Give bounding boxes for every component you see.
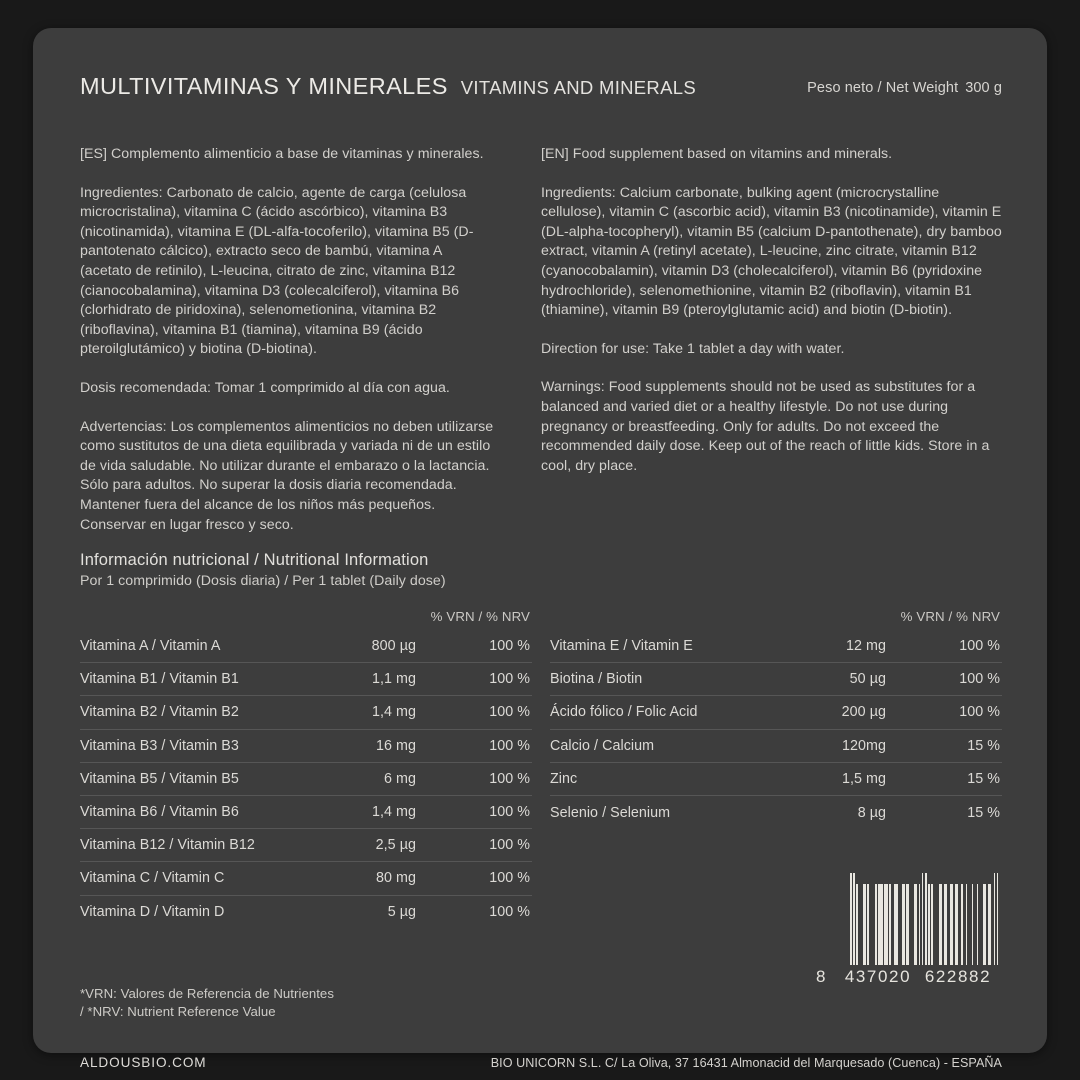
nutrient-nrv-percent: 100 % [959, 704, 1000, 721]
nutrient-nrv-percent: 15 % [967, 804, 1000, 821]
nutrient-name: Ácido fólico / Folic Acid [550, 704, 698, 721]
nrv-header-right: % VRN / % NRV [900, 609, 1000, 624]
nutrient-nrv-percent: 100 % [959, 638, 1000, 655]
nutrient-name: Vitamina B3 / Vitamin B3 [80, 737, 239, 754]
nutrition-rows-right [550, 630, 1002, 829]
nutrient-nrv-percent: 100 % [489, 804, 530, 821]
english-column [541, 145, 1002, 535]
label-footer [80, 1055, 1002, 1070]
description-columns [80, 145, 1002, 535]
spanish-ingredients: Ingredientes: Carbonato de calcio, agente de carga (celulosa microcristalina), vitamina C (ácido ascórbico), vitamina B3 (nicotinamida), vitamina E (DL-alfa-tocoferilo), vitamina B5 (D-pantotenato cálcico), extracto seco de bambú, vitamina A (acetato de retinilo), L-leucina, citrato de zinc, vitamina B12 (cianocobalamina), vitamina D3 (colecalciferol), vitamina B6 (clorhidrato de piridoxina), selenometionina, vitamina B2 (riboflavina), vitamina B1 (tiamina), vitamina B9 (ácido pteroilglutámico) y biotina (D-biotina). [80, 184, 474, 358]
nutrition-row [550, 630, 1002, 663]
net-weight [807, 80, 1002, 96]
spanish-intro: [ES] Complemento alimenticio a base de vitaminas y minerales. [80, 146, 484, 162]
spanish-warnings: Advertencias: Los complementos alimenticios no deben utilizarse como sustitutos de una dieta equilibrada y variada ni de un estilo de vida saludable. No utilizar durante el embarazo o la lactancia. Sólo para adultos. No superar la dosis diaria recomendada. Mantener fuera del alcance de los niños más pequeños. Conservar en lugar fresco y seco. [80, 418, 494, 533]
nutrition-table-left [80, 609, 532, 929]
nutrient-nrv-percent: 100 % [489, 704, 530, 721]
nutrient-name: Vitamina B2 / Vitamin B2 [80, 704, 239, 721]
english-ingredients: Ingredients: Calcium carbonate, bulking agent (microcrystalline cellulose), vitamin C (ascorbic acid), vitamin B3 (nicotinamide), vitamin E (DL-alpha-tocopheryl), vitamin B5 (calcium D-pantothenate), dry bamboo extract, vitamin A (retinyl acetate), L-leucine, zinc citrate, vitamin B12 (cyanocobalamin), vitamin D3 (cholecalciferol), vitamin B6 (pyridoxine hydrochloride), selenomethionine, vitamin B2 (riboflavin), vitamin B1 (thiamine), vitamin B9 (pteroylglutamic acid) and biotin (D-biotin). [541, 184, 1002, 319]
nrv-footnote-line2: / *NRV: Nutrient Reference Value [80, 1004, 276, 1020]
brand-website[interactable]: ALDOUSBIO.COM [80, 1055, 207, 1070]
nutrient-amount: 1,4 mg [371, 804, 416, 821]
barcode [816, 873, 998, 987]
nutrient-amount: 120mg [842, 737, 886, 754]
nrv-footnote [80, 985, 334, 1022]
nutrient-name: Vitamina B5 / Vitamin B5 [80, 770, 239, 787]
english-intro: [EN] Food supplement based on vitamins and minerals. [541, 146, 893, 162]
nutrition-row [80, 862, 532, 895]
nutrition-row [80, 763, 532, 796]
nutrient-nrv-percent: 100 % [489, 770, 530, 787]
nutrition-heading [80, 551, 1002, 589]
nutrition-row [80, 663, 532, 696]
nutrition-row [550, 730, 1002, 763]
nutrient-nrv-percent: 15 % [967, 737, 1000, 754]
nutrient-amount: 800 µg [371, 638, 416, 655]
nutrient-name: Vitamina B6 / Vitamin B6 [80, 804, 239, 821]
nutrient-amount: 50 µg [849, 671, 886, 688]
nrv-header-left: % VRN / % NRV [430, 609, 530, 624]
nutrient-amount: 1,1 mg [371, 671, 416, 688]
nutrient-name: Selenio / Selenium [550, 804, 671, 821]
product-title [80, 73, 696, 100]
nutrient-amount: 1,4 mg [371, 704, 416, 721]
nutrient-name: Calcio / Calcium [550, 737, 655, 754]
nutrient-name: Biotina / Biotin [550, 671, 643, 688]
nutrition-row [80, 896, 532, 929]
barcode-right-group: 622882 [924, 967, 992, 986]
nutrient-nrv-percent: 100 % [489, 904, 530, 921]
net-weight-label: Peso neto / Net Weight [807, 80, 959, 96]
barcode-bars [816, 873, 998, 965]
nutrition-row [80, 796, 532, 829]
english-dosage: Direction for use: Take 1 tablet a day with water. [541, 340, 845, 357]
nutrient-name: Vitamina A / Vitamin A [80, 638, 221, 655]
nutrient-amount: 6 mg [384, 770, 416, 787]
product-title-en: VITAMINS AND MINERALS [460, 77, 696, 98]
barcode-bar [997, 873, 999, 965]
nutrition-rows-left [80, 630, 532, 929]
nutrient-nrv-percent: 100 % [489, 671, 530, 688]
spanish-column [80, 145, 541, 535]
label-header [80, 73, 1002, 107]
nutrition-title: Información nutricional / Nutritional Information [80, 551, 429, 569]
label-content [80, 73, 1002, 1070]
nutrient-amount: 8 µg [857, 804, 886, 821]
barcode-lead-digit: 8 [816, 967, 828, 986]
nutrient-nrv-percent: 100 % [489, 638, 530, 655]
nutrition-row [80, 696, 532, 729]
company-address: BIO UNICORN S.L. C/ La Oliva, 37 16431 Almonacid del Marquesado (Cuenca) - ESPAÑA [490, 1056, 1002, 1070]
nutrition-row [550, 663, 1002, 696]
nutrient-amount: 2,5 µg [375, 837, 416, 854]
nutrient-name: Vitamina B1 / Vitamin B1 [80, 671, 239, 688]
nutrition-subtitle: Por 1 comprimido (Dosis diaria) / Per 1 tablet (Daily dose) [80, 573, 446, 589]
nutrient-nrv-percent: 100 % [489, 870, 530, 887]
product-title-es: MULTIVITAMINAS Y MINERALES [80, 73, 448, 99]
nutrient-nrv-percent: 100 % [489, 837, 530, 854]
nutrient-amount: 80 mg [376, 870, 416, 887]
nutrient-name: Vitamina D / Vitamin D [80, 904, 225, 921]
english-warnings: Warnings: Food supplements should not be used as substitutes for a balanced and varied diet or a healthy lifestyle. Do not use during pregnancy or breastfeeding. Only for adults. Do not exceed the recommended daily dose. Keep out of the reach of little kids. Store in a cool, dry place. [541, 379, 990, 474]
nutrient-name: Zinc [550, 770, 578, 787]
product-label-panel [33, 28, 1047, 1070]
nutrient-name: Vitamina C / Vitamin C [80, 870, 225, 887]
nutrient-amount: 16 mg [376, 737, 416, 754]
nutrient-nrv-percent: 15 % [967, 770, 1000, 787]
nutrient-nrv-percent: 100 % [489, 737, 530, 754]
nutrition-row [80, 630, 532, 663]
nutrition-row [80, 730, 532, 763]
nutrition-row [550, 796, 1002, 829]
nutrient-amount: 12 mg [846, 638, 886, 655]
nutrition-row [550, 763, 1002, 796]
nutrient-nrv-percent: 100 % [959, 671, 1000, 688]
nutrient-amount: 5 µg [387, 904, 416, 921]
barcode-digits [816, 967, 998, 987]
nutrient-name: Vitamina E / Vitamin E [550, 638, 693, 655]
barcode-left-group: 437020 [844, 967, 912, 986]
net-weight-value: 300 g [965, 80, 1002, 96]
nutrient-name: Vitamina B12 / Vitamin B12 [80, 837, 255, 854]
nutrient-amount: 1,5 mg [841, 770, 886, 787]
nrv-footnote-line1: *VRN: Valores de Referencia de Nutrientes [80, 986, 334, 1001]
nutrient-amount: 200 µg [841, 704, 886, 721]
spanish-dosage: Dosis recomendada: Tomar 1 comprimido al día con agua. [80, 379, 450, 396]
nutrition-row [550, 696, 1002, 729]
nutrition-row [80, 829, 532, 862]
